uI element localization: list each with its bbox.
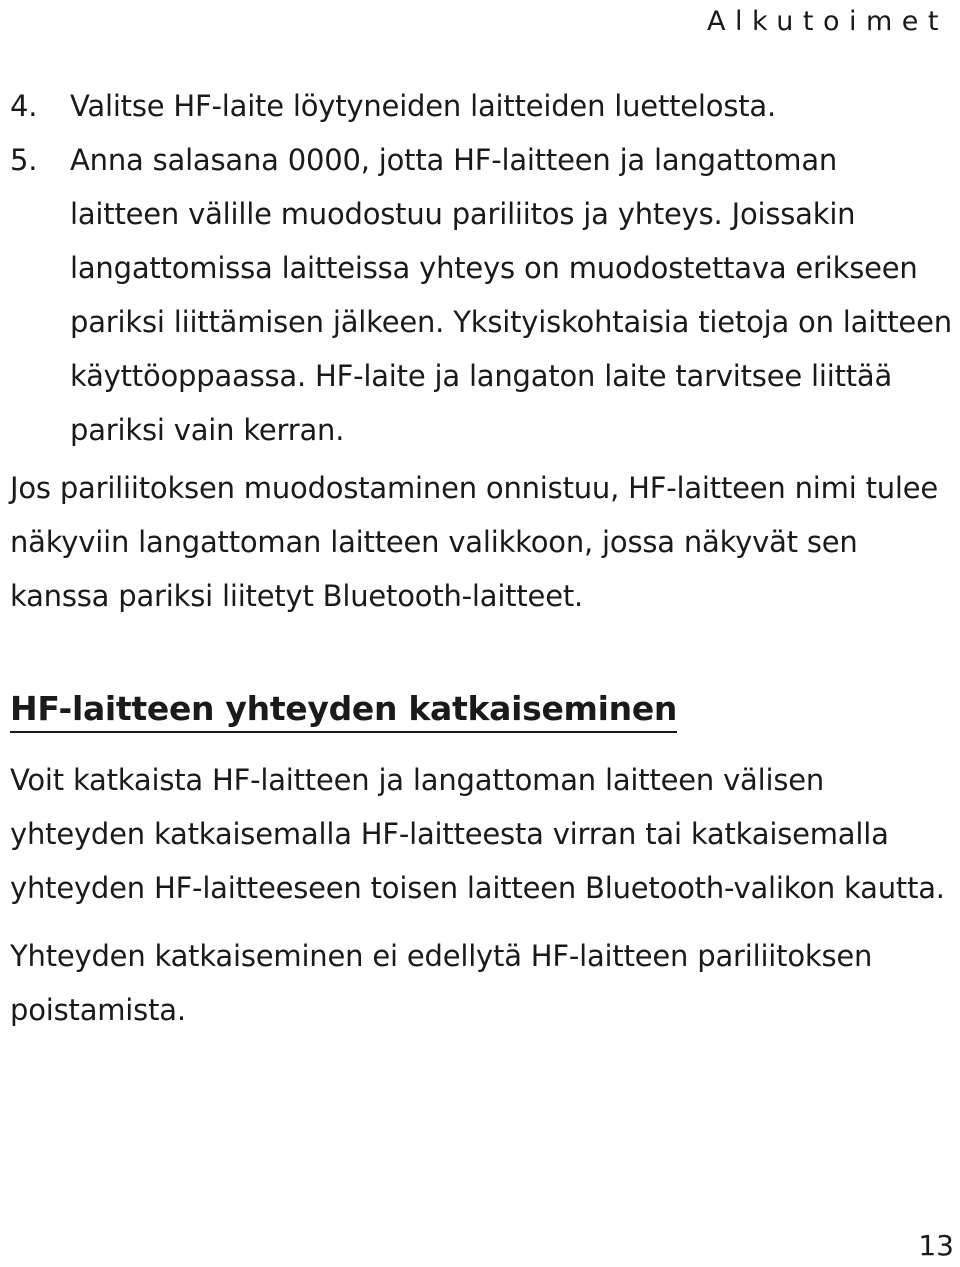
step-text: Valitse HF-laite löytyneiden laitteiden luettelosta.	[70, 89, 777, 123]
pairing-result-paragraph: Jos pariliitoksen muodostaminen onnistuu, HF-laitteen nimi tulee näkyviin langattoman laitteen valikkoon, jossa näkyvät sen kanssa pariksi liitetyt Bluetooth-laitteet.	[10, 471, 939, 613]
page-number: 13	[918, 1229, 954, 1262]
step-number: 4.	[10, 89, 38, 123]
step-item	[10, 133, 955, 457]
running-header: Alkutoimet	[707, 6, 948, 37]
step-text: Anna salasana 0000, jotta HF-laitteen ja langattoman laitteen välille muodostuu pariliitos ja yhteys. Joissakin langattomissa laitteissa yhteys on muodostettava erikseen pariksi liittämisen jälkeen. Yksityiskohtaisia tietoja on laitteen käyttöoppaassa. HF-laite ja langaton laite tarvitsee liittää pariksi vain kerran.	[70, 143, 952, 447]
section-heading: HF-laitteen yhteyden katkaiseminen	[10, 687, 677, 733]
page-content	[10, 79, 955, 1037]
step-item	[10, 79, 955, 133]
body-paragraph: Voit katkaista HF-laitteen ja langattoman laitteen välisen yhteyden katkaisemalla HF-laitteesta virran tai katkaisemalla yhteyden HF-laitteeseen toisen laitteen Bluetooth-valikon kautta.	[10, 763, 945, 905]
body-paragraph: Yhteyden katkaiseminen ei edellytä HF-laitteen pariliitoksen poistamista.	[10, 939, 873, 1027]
step-number: 5.	[10, 143, 38, 177]
